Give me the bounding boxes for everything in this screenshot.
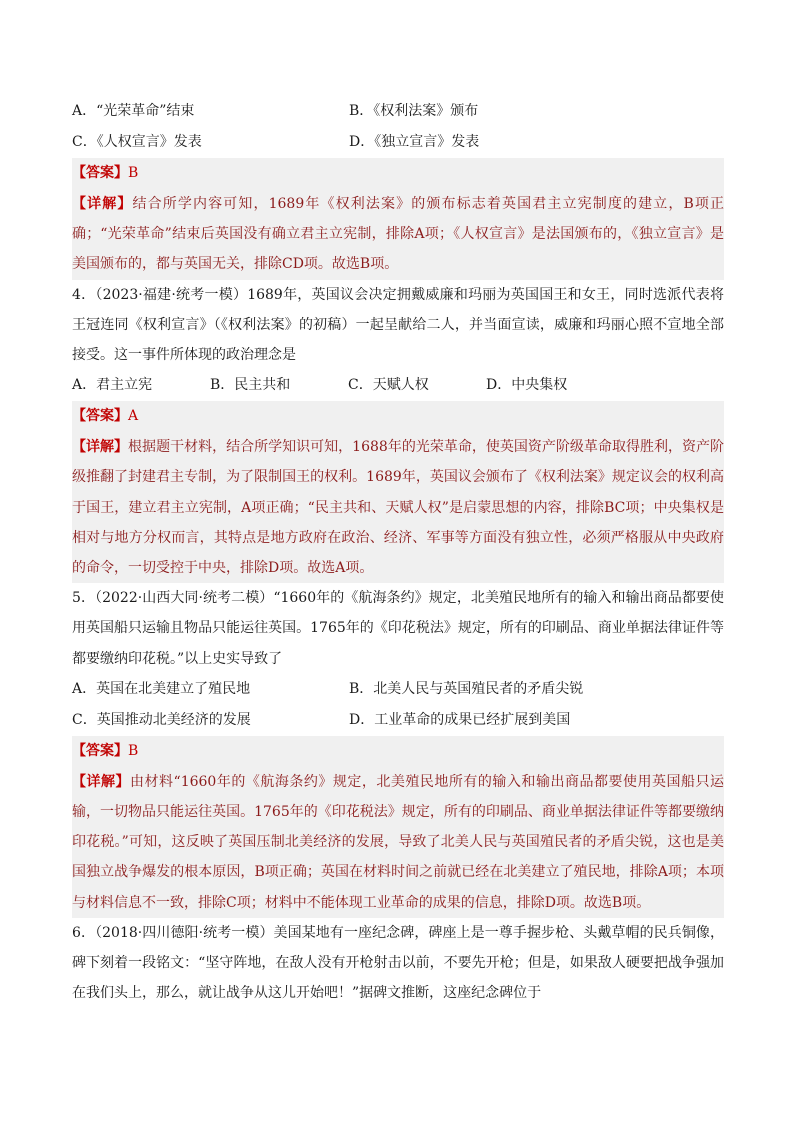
detail-text: 由材料“1660年的《航海条约》规定，北美殖民地所有的输入和输出商品都要使用英国船只运输，一切物品只能运往英国。1765年的《印花税法》规定，所有的印刷品、商业单据法律证件等都要缴纳印花税。”可知，这反映了英国压制北美经济的发展，导致了北美人民与英国殖民者的矛盾尖锐，这也是美国独立战争爆发的根本原因，B项正确；英国在材料时间之前就已经在北美建立了殖民地，排除A项；本项与材料信息不一致，排除C项；材料中不能体现工业革命的成果的信息，排除D项。故选B项。 (72, 773, 724, 911)
answer-value: A (128, 408, 139, 425)
q3-detail (72, 189, 724, 280)
q4-option-b: B．民主共和 (210, 377, 291, 394)
answer-tag: 【答案】 (72, 742, 128, 759)
answer-value: B (128, 165, 139, 181)
q3-option-c: C．《人权宣言》发表 (72, 134, 202, 150)
q3-answer (72, 158, 724, 189)
q5-detail (72, 767, 724, 918)
detail-tag: 【详解】 (72, 773, 131, 790)
q4-options-row (72, 370, 724, 401)
q3-option-d: D．《独立宣言》发表 (349, 134, 480, 150)
q5-option-d: D．工业革命的成果已经扩展到美国 (349, 711, 571, 728)
q4-stem: 4．（2023·福建·统考一模）1689年，英国议会决定拥戴威廉和玛丽为英国国王和女王，同时选派代表将王冠连同《权利宣言》（《权利法案》的初稿）一起呈献给二人，并当面宣读，威廉和玛丽心照不宣地全部接受。这一事件所体现的政治理念是 (72, 286, 724, 364)
q3-options-row-1 (72, 96, 724, 127)
answer-value: B (128, 742, 139, 759)
detail-tag: 【详解】 (72, 196, 133, 212)
q6-stem: 6．（2018·四川德阳·统考一模）美国某地有一座纪念碑，碑座上是一尊手握步枪、头戴草帽的民兵铜像，碑下刻着一段铭文：“坚守阵地，在敌人没有开枪射击以前，不要先开枪；但是，如果敌人硬要把战争强加在我们头上，那么，就让战争从这儿开始吧！”据碑文推断，这座纪念碑位于 (72, 924, 724, 1002)
q3-options-row-2 (72, 127, 724, 158)
q3-option-b: B．《权利法案》颁布 (349, 103, 479, 119)
q5-stem: 5．（2022·山西大同·统考二模）“1660年的《航海条约》规定，北美殖民地所有的输入和输出商品都要使用英国船只运输且物品只能运往英国。1765年的《印花税法》规定，所有的印刷品、商业单据法律证件等都要缴纳印花税。”以上史实导致了 (72, 590, 724, 667)
detail-text: 结合所学内容可知，1689年《权利法案》的颁布标志着英国君主立宪制度的建立，B项正确；“光荣革命”结束后英国没有确立君主立宪制，排除A项；《人权宣言》是法国颁布的，《独立宣言》是美国颁布的，都与英国无关，排除CD项。故选B项。 (72, 196, 724, 273)
q5-option-b: B．北美人民与英国殖民者的矛盾尖锐 (349, 680, 584, 697)
q5-options-row-1 (72, 674, 724, 705)
q5-option-a: A．英国在北美建立了殖民地 (72, 680, 251, 697)
q4-option-a: A．君主立宪 (72, 377, 153, 394)
answer-tag: 【答案】 (72, 408, 128, 425)
q5-answer (72, 736, 724, 767)
q4-option-d: D．中央集权 (486, 377, 568, 394)
q4-option-c: C．天赋人权 (348, 377, 429, 394)
question-content (72, 96, 724, 1008)
answer-tag: 【答案】 (72, 165, 128, 181)
q4-answer (72, 401, 724, 432)
q5-options-row-2 (72, 705, 724, 736)
q5-option-c: C．英国推动北美经济的发展 (72, 711, 251, 728)
q3-option-a: A．“光荣革命”结束 (72, 103, 195, 119)
detail-tag: 【详解】 (72, 439, 129, 456)
detail-text: 根据题干材料，结合所学知识可知，1688年的光荣革命，使英国资产阶级革命取得胜利，资产阶级推翻了封建君主专制，为了限制国王的权利。1689年，英国议会颁布了《权利法案》规定议会的权利高于国王，建立君主立宪制，A项正确；“民主共和、天赋人权”是启蒙思想的内容，排除BC项；中央集权是相对与地方分权而言，其特点是地方政府在政治、经济、军事等方面没有独立性，必须严格服从中央政府的命令，一切受控于中央，排除D项。故选A项。 (72, 439, 725, 577)
q4-detail (72, 432, 724, 583)
